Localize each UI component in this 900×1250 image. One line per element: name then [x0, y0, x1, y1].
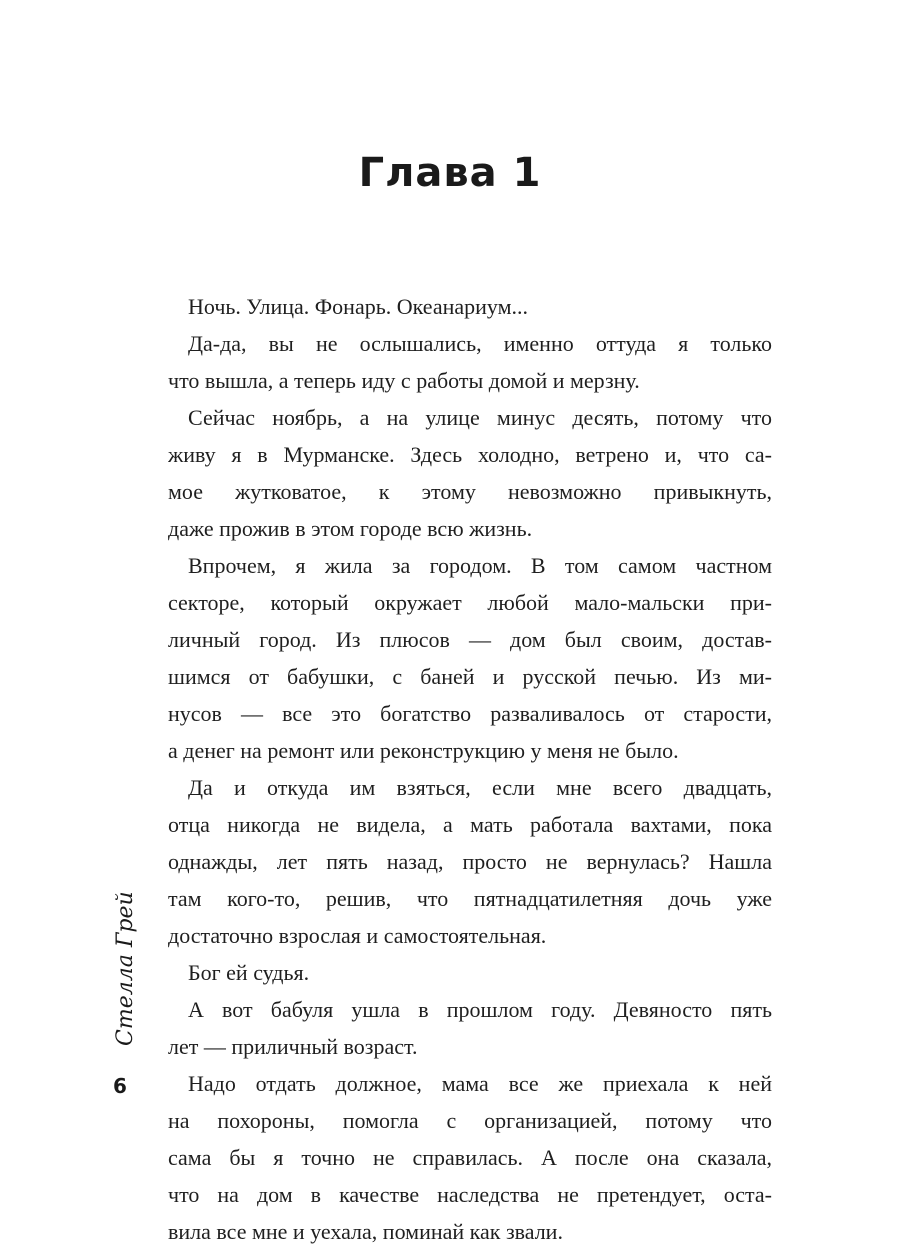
text-line: вила все мне и уехала, поминай как звали.: [168, 1219, 563, 1244]
text-line: что вышла, а теперь иду с работы домой и мерзну.: [168, 368, 640, 393]
text-line: а денег на ремонт или реконструкцию у меня не было.: [168, 738, 679, 763]
text-line: Сейчас ноябрь, а на улице минус десять, потому что: [188, 405, 772, 430]
text-line: Впрочем, я жила за городом. В том самом частном: [188, 553, 772, 578]
page-number: 6: [113, 1074, 127, 1098]
text-line: шимся от бабушки, с баней и русской печью. Из ми-: [168, 664, 772, 689]
text-line: живу я в Мурманске. Здесь холодно, ветрено и, что са-: [168, 442, 772, 467]
text-line: Ночь. Улица. Фонарь. Океанариум...: [188, 294, 529, 319]
text-line: однажды, лет пять назад, просто не вернулась? Нашла: [168, 849, 772, 874]
text-line: А вот бабуля ушла в прошлом году. Девяносто пять: [188, 997, 772, 1022]
text-line: даже прожив в этом городе всю жизнь.: [168, 516, 533, 541]
text-line: лет — приличный возраст.: [168, 1034, 418, 1059]
text-line: на похороны, помогла с организацией, потому что: [168, 1108, 772, 1133]
text-line: Да-да, вы не ослышались, именно оттуда я только: [188, 331, 772, 356]
chapter-text: [168, 288, 772, 1250]
author-name: Стелла Грей: [113, 891, 138, 1046]
text-line: Надо отдать должное, мама все же приехала к ней: [188, 1071, 772, 1096]
text-line: нусов — все это богатство разваливалось от старости,: [168, 701, 772, 726]
text-line: Да и откуда им взяться, если мне всего двадцать,: [188, 775, 772, 800]
text-line: личный город. Из плюсов — дом был своим, достав-: [168, 627, 772, 652]
author-running-head: [104, 890, 144, 1050]
text-line: мое жутковатое, к этому невозможно привыкнуть,: [168, 479, 772, 504]
text-line: отца никогда не видела, а мать работала вахтами, пока: [168, 812, 772, 837]
chapter-title: Глава 1: [358, 150, 542, 196]
text-line: Бог ей судья.: [188, 960, 310, 985]
text-line: секторе, который окружает любой мало-мальски при-: [168, 590, 772, 615]
text-line: что на дом в качестве наследства не претендует, оста-: [168, 1182, 772, 1207]
text-line: там кого-то, решив, что пятнадцатилетняя дочь уже: [168, 886, 772, 911]
text-line: достаточно взрослая и самостоятельная.: [168, 923, 547, 948]
text-line: сама бы я точно не справилась. А после она сказала,: [168, 1145, 772, 1170]
